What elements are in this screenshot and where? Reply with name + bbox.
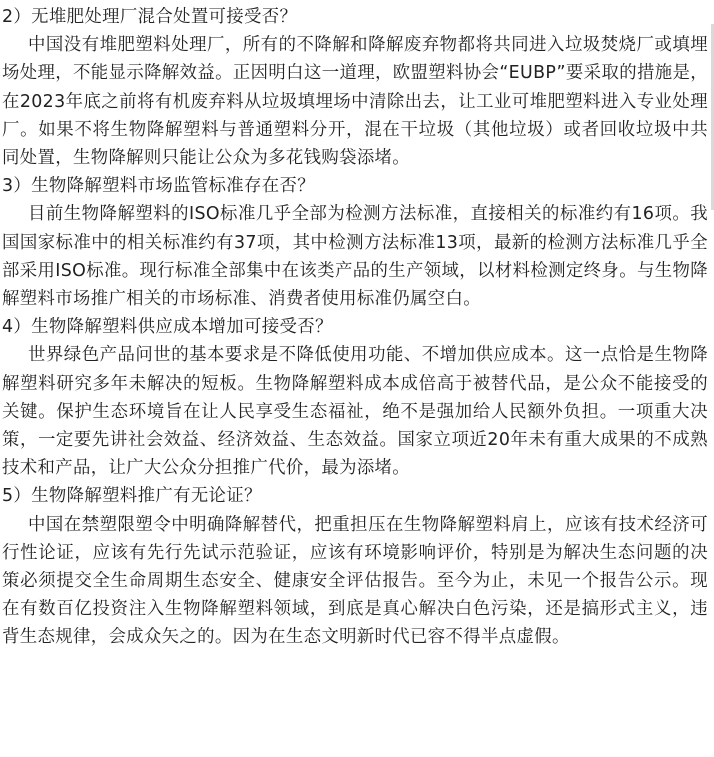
section-supply-cost — [2, 313, 708, 482]
section-market-standards — [2, 172, 708, 313]
section-heading: 2）无堆肥处理厂混合处置可接受否？ — [2, 7, 298, 27]
section-paragraph: 世界绿色产品问世的基本要求是不降低使用功能、不增加供应成本。这一点恰是生物降解塑料研究多年未解决的短板。生物降解塑料成本成倍高于被替代品，是公众不能接受的关键。保护生态环境旨在让人民享受生态福祉，绝不是强加给人民额外负担。一项重大决策，一定要先讲社会效益、经济效益、生态效益。国家立项近20年未有重大成果的不成熟技术和产品，让广大公众分担推广代价，最为添堵。 — [2, 345, 708, 479]
section-heading: 4）生物降解塑料供应成本增加可接受否？ — [2, 317, 333, 338]
section-no-composting-facility — [2, 3, 708, 172]
section-heading: 3）生物降解塑料市场监管标准存在否？ — [2, 176, 316, 197]
section-paragraph: 中国没有堆肥塑料处理厂，所有的不降解和降解废弃物都将共同进入垃圾焚烧厂或填埋场处理，不能显示降解效益。正因明白这一道理，欧盟塑料协会“EUBP”要采取的措施是，在2023年底之前将有机废弃料从垃圾填埋场中清除出去，让工业可堆肥塑料进入专业处理厂。如果不将生物降解塑料与普通塑料分开，混在干垃圾（其他垃圾）或者回收垃圾中共同处置，生物降解则只能让公众为多花钱购袋添堵。 — [2, 35, 708, 169]
section-heading: 5）生物降解塑料推广有无论证？ — [2, 486, 262, 507]
article-body — [2, 3, 708, 652]
section-promotion-assessment — [2, 482, 708, 651]
section-paragraph: 目前生物降解塑料的ISO标准几乎全部为检测方法标准，直接相关的标准约有16项。我国国家标准中的相关标准约有37项，其中检测方法标准13项，最新的检测方法标准几乎全部采用ISO标准。现行标准全部集中在该类产品的生产领域，以材料检测定终身。与生物降解塑料市场推广相关的市场标准、消费者使用标准仍属空白。 — [2, 204, 708, 310]
section-paragraph: 中国在禁塑限塑令中明确降解替代，把重担压在生物降解塑料肩上，应该有技术经济可行性论证，应该有先行先试示范验证，应该有环境影响评价，特别是为解决生态问题的决策必须提交全生命周期生态安全、健康安全评估报告。至今为止，未见一个报告公示。现在有数百亿投资注入生物降解塑料领域，到底是真心解决白色污染，还是搞形式主义，违背生态规律，会成众矢之的。因为在生态文明新时代已容不得半点虚假。 — [2, 514, 708, 648]
